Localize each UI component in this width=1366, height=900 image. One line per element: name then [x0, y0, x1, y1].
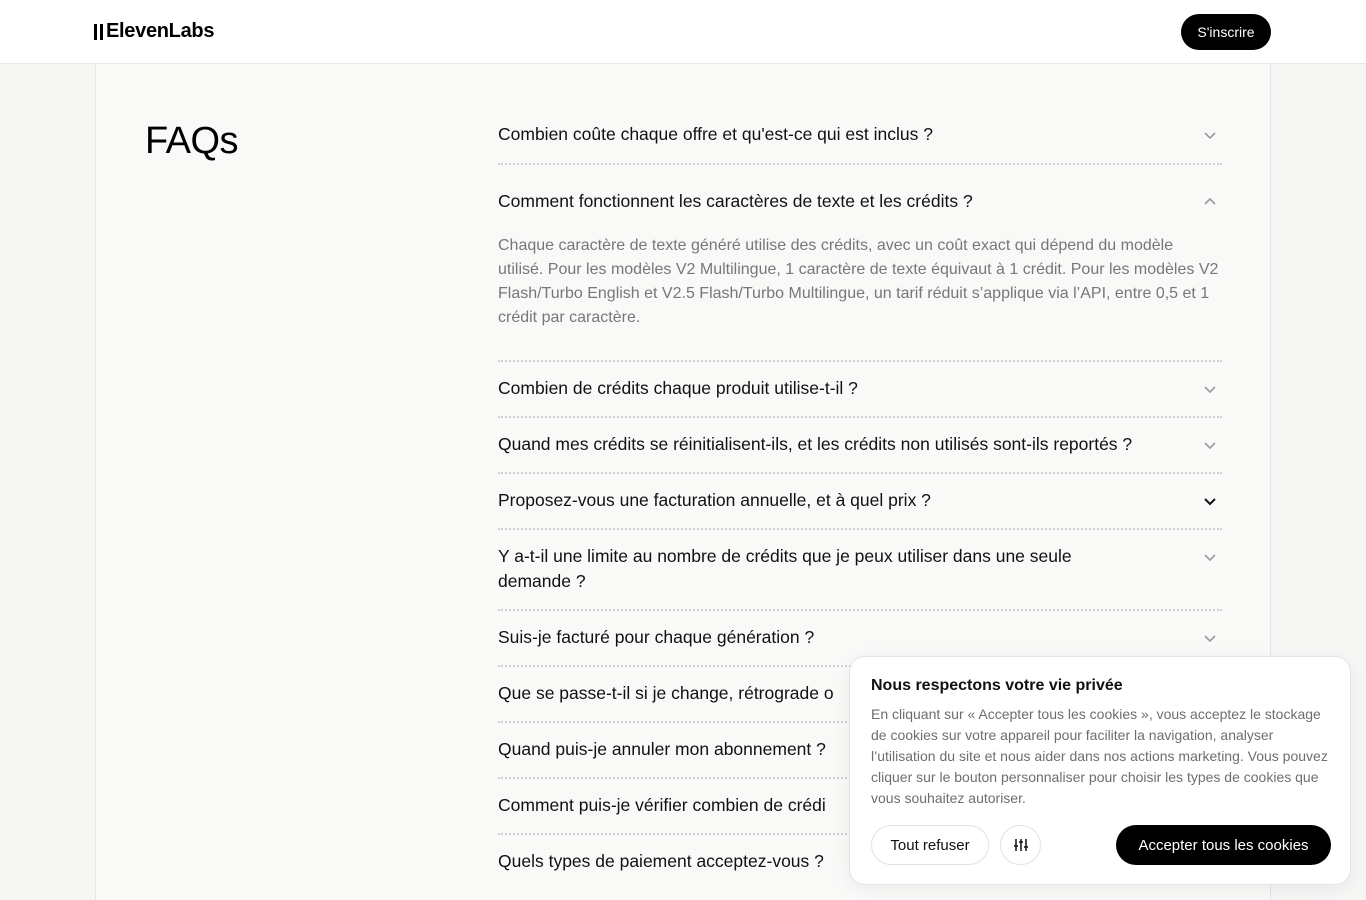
faq-question-toggle[interactable] [498, 488, 1222, 513]
faq-question-text: Quand mes crédits se réinitialisent-ils, et les crédits non utilisés sont-ils reportés ? [498, 434, 1133, 454]
cookie-settings-button[interactable] [1000, 825, 1041, 865]
faq-item [498, 106, 1222, 165]
chevron-down-icon [1202, 127, 1218, 143]
faq-question-toggle[interactable] [498, 122, 1222, 147]
chevron-up-icon [1202, 194, 1218, 210]
faq-question-text: Combien coûte chaque offre et qu'est-ce qui est inclus ? [498, 124, 933, 144]
site-header [0, 0, 1366, 64]
faq-question-toggle[interactable] [498, 189, 1222, 214]
faq-question-text: Comment fonctionnent les caractères de texte et les crédits ? [498, 191, 973, 211]
sliders-icon [1013, 837, 1029, 853]
faq-question-toggle[interactable] [498, 376, 1222, 401]
faq-question-text: Y a-t-il une limite au nombre de crédits que je peux utiliser dans une seule demande ? [498, 546, 1072, 591]
faq-item [498, 418, 1222, 474]
faq-question-text: Que se passe-t-il si je change, rétrograde o [498, 683, 834, 703]
faq-question-text: Quels types de paiement acceptez-vous ? [498, 851, 824, 871]
faq-question-text: Suis-je facturé pour chaque génération ? [498, 627, 815, 647]
cookie-title: Nous respectons votre vie privée [871, 677, 1123, 694]
faq-heading: FAQs [145, 120, 239, 162]
chevron-down-icon [1202, 630, 1218, 646]
chevron-down-icon [1202, 437, 1218, 453]
cookie-consent-dialog [849, 656, 1351, 885]
faq-answer-text: Chaque caractère de texte généré utilise des crédits, avec un coût exact qui dépend du modèle utilisé. Pour les modèles V2 Multilingue, 1 caractère de texte équivaut à 1 crédit. Pour les modèles V2 Flash/Turbo English et V2.5 Flash/Turbo Multilingue, un tarif réduit s’applique via l’API, entre 0,5 et 1 crédit par caractère. [498, 237, 1219, 326]
cookie-description: En cliquant sur « Accepter tous les cookies », vous acceptez le stockage de cookies sur votre appareil pour faciliter la navigation, analyser l’utilisation du site et nous aider dans nos actions marketing. Vous pouvez cliquer sur le bouton personnaliser pour choisir les types de cookies que vous souhaitez autoriser. [871, 706, 1328, 806]
signup-button[interactable]: S'inscrire [1181, 14, 1271, 50]
elevenlabs-logo[interactable] [94, 20, 214, 43]
faq-question-text: Comment puis-je vérifier combien de crédi [498, 795, 826, 815]
refuse-all-button[interactable]: Tout refuser [871, 825, 989, 865]
faq-question-toggle[interactable] [498, 625, 1222, 650]
faq-question-text: Combien de crédits chaque produit utilise-t-il ? [498, 378, 858, 398]
faq-item [498, 474, 1222, 530]
faq-question-text: Quand puis-je annuler mon abonnement ? [498, 739, 826, 759]
logo-bars-icon [94, 24, 103, 40]
faq-question-text: Proposez-vous une facturation annuelle, et à quel prix ? [498, 490, 931, 510]
faq-item [498, 165, 1222, 362]
chevron-down-icon [1202, 381, 1218, 397]
chevron-down-icon [1202, 493, 1218, 509]
accept-all-cookies-button[interactable]: Accepter tous les cookies [1116, 825, 1331, 865]
faq-question-toggle[interactable] [498, 432, 1222, 457]
faq-item [498, 362, 1222, 418]
chevron-down-icon [1202, 549, 1218, 565]
logo-text: ElevenLabs [106, 20, 215, 42]
faq-question-toggle[interactable] [498, 544, 1222, 594]
faq-item [498, 530, 1222, 611]
